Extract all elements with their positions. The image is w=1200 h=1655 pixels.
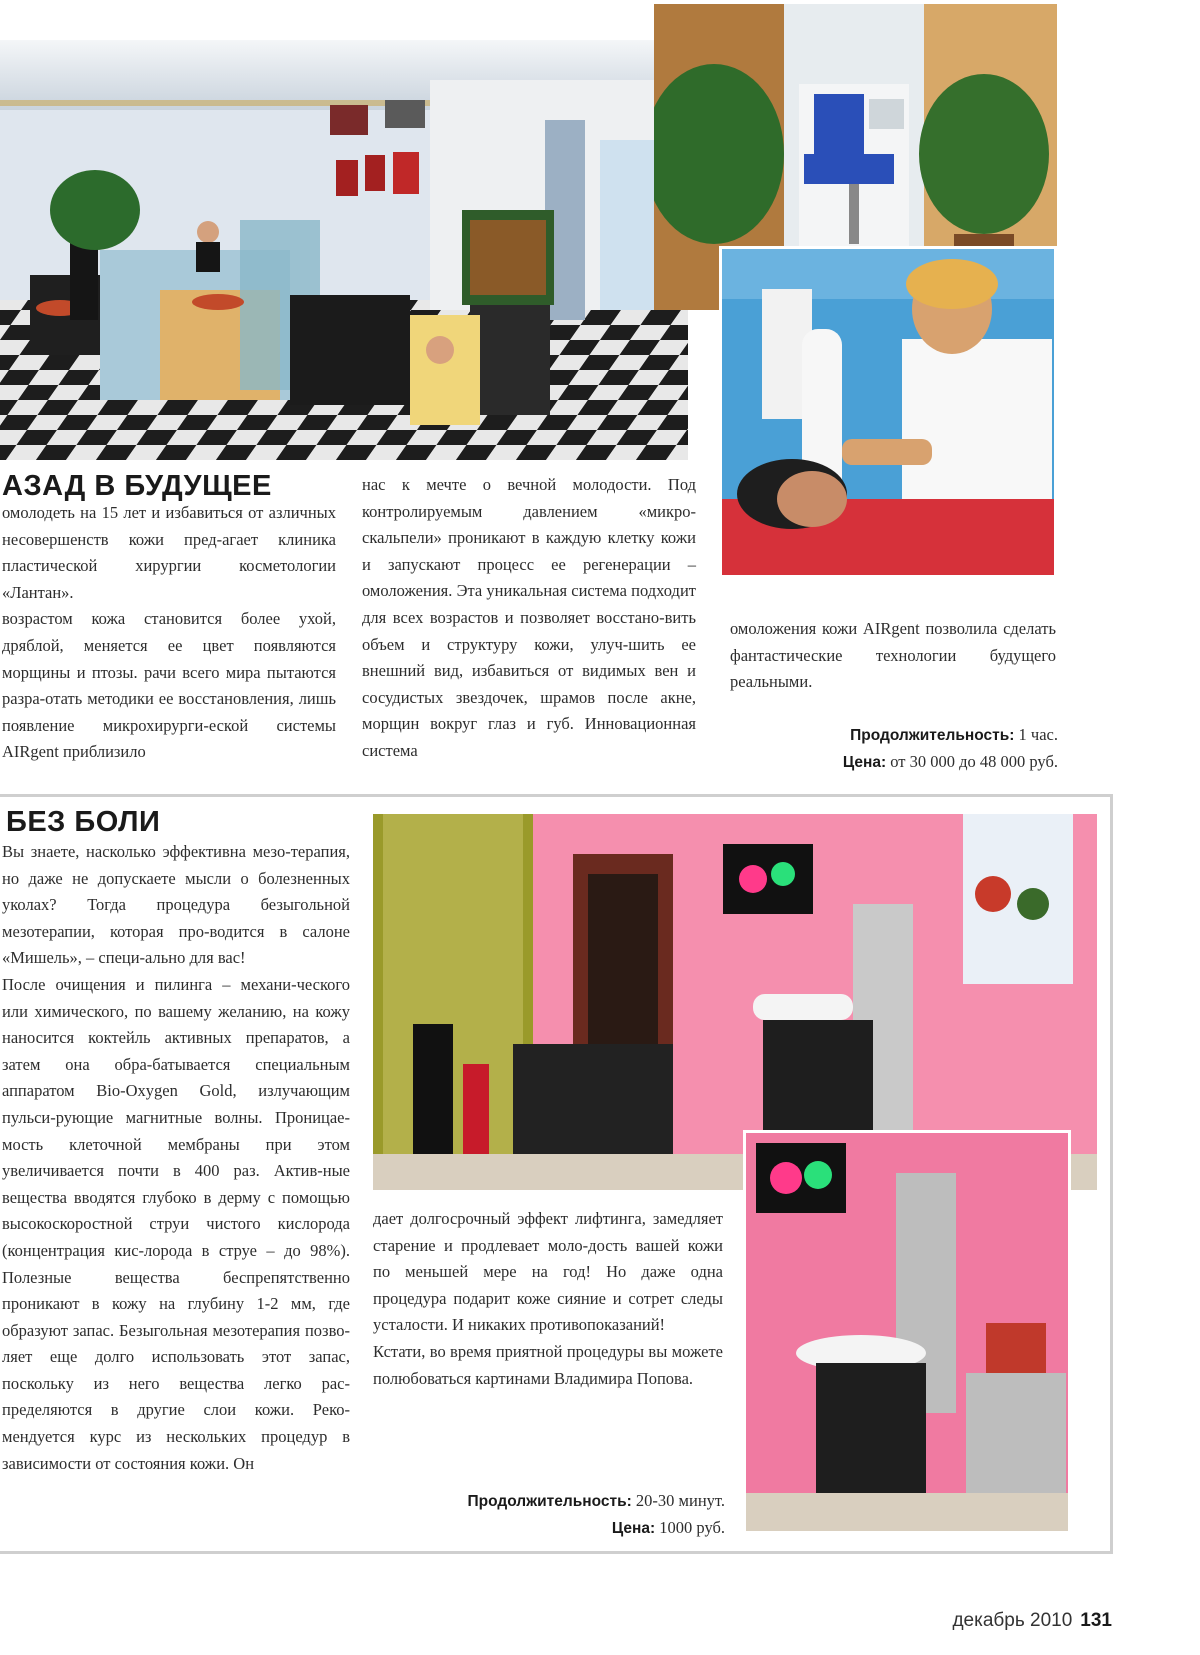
paragraph: дает долгосрочный эффект лифтинга, замедляет старение и продлевает моло-дость вашей кожи по меньшей мере на год! Но даже одна процедура подарит коже сияние и сотрет следы усталости. И никаких противопоказаний! <box>373 1209 723 1335</box>
lobby-photo <box>0 40 688 460</box>
section1-column-1 <box>2 500 336 766</box>
duration-label: Продолжительность: <box>467 1493 632 1510</box>
duration-line <box>658 722 1058 749</box>
section1-info <box>658 722 1058 776</box>
paragraph: Кстати, во время приятной процедуры вы можете полюбоваться картинами Владимира Попова. <box>373 1341 723 1388</box>
duration-label: Продолжительность: <box>850 727 1015 744</box>
section2-info <box>373 1488 725 1542</box>
page-footer <box>952 1610 1112 1632</box>
issue-month: декабрь 2010 <box>952 1610 1073 1631</box>
price-label: Цена: <box>611 1520 656 1537</box>
paragraph: омолодеть на 15 лет и избавиться от азличных несовершенств кожи пред-агает клиника пластической хирургии косметологии «Лантан». <box>2 503 336 602</box>
price-label: Цена: <box>842 754 887 771</box>
doctor-procedure-photo <box>719 246 1057 578</box>
paragraph: После очищения и пилинга – механи-ческого или химического, по вашему желанию, на кожу наносится коктейль активных препаратов, а затем она обра-батывается специальным аппаратом Bio-Oxygen Gold, излучающим пульси-рующие магнитные волны. Проницае-мость клеточной мембраны при этом увеличивается почти в 400 раз. Актив-ные вещества вводятся глубоко в дерму с помощью высокоскоростной струи чистого кислорода (концентрация кис-лорода в струе – до 98%). Полезные вещества беспрепятственно проникают в кожу на глубину 1-2 мм, где образуют запас. Безыгольная мезотерапия позво-ляет еще долго использовать этот запас, поскольку из него вещества легко рас-пределяются в другие слои кожи. Реко-мендуется курс из нескольких процедур в зависимости от состояния кожи. Он <box>2 974 350 1473</box>
paragraph: нас к мечте о вечной молодости. Под контролируемым давлением «микро-скальпели» проникают в каждую клетку кожи и запускают процесс ее регенерации – омоложения. Эта уникальная система подходит для всех возрастов и позволяет восстано-вить объем и структуру кожи, улуч-шить ее внешний вид, избавиться от видимых вен и сосудистых звездочек, шрамов после акне, морщин вокруг глаз и губ. Инновационная система <box>362 475 696 760</box>
duration-line <box>373 1488 725 1515</box>
section1-column-3 <box>730 616 1056 696</box>
page-number: 131 <box>1080 1610 1112 1631</box>
duration-value: 20-30 минут. <box>635 1491 725 1510</box>
section2-column-1 <box>2 839 350 1477</box>
salon-wash-station-photo <box>743 1130 1071 1534</box>
price-line <box>658 749 1058 776</box>
paragraph: Вы знаете, насколько эффективна мезо-терапия, но даже не допускаете мысли о болезненных уколах? Тогда процедура безыгольной мезотерапии, которая про-водится в салоне «Мишель», – специ-ально для вас! <box>2 842 350 968</box>
paragraph: омоложения кожи AIRgent позволила сделать фантастические технологии будущего реальными. <box>730 619 1056 692</box>
duration-value: 1 час. <box>1018 725 1058 744</box>
section-heading-future: АЗАД В БУДУЩЕЕ <box>2 470 272 502</box>
section1-column-2 <box>362 472 696 765</box>
price-value: 1000 руб. <box>659 1518 725 1537</box>
price-line <box>373 1515 725 1542</box>
paragraph: возрастом кожа становится более ухой, дряблой, меняется ее цвет появляются морщины и птозы. рачи всего мира пытаются разра-отать методики ее восстановления, лишь появление микрохирурги-еской системы AIRgent приблизило <box>2 609 336 762</box>
section-heading-painless: БЕЗ БОЛИ <box>6 806 161 838</box>
section2-column-2 <box>373 1206 723 1392</box>
price-value: от 30 000 до 48 000 руб. <box>890 752 1058 771</box>
